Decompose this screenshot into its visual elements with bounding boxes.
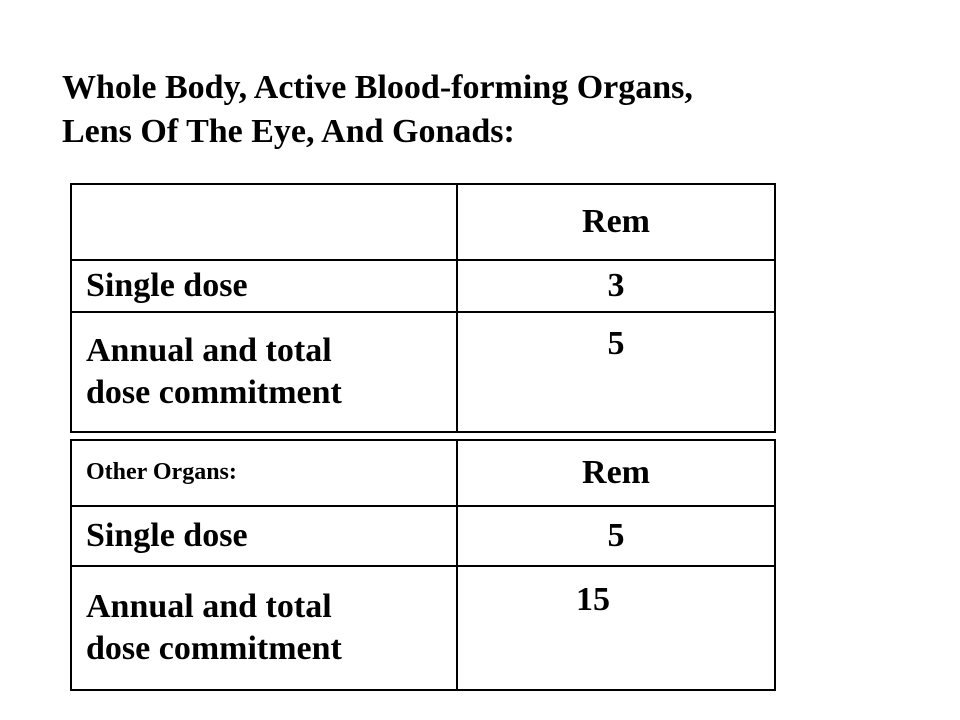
row-label-line-2: dose commitment bbox=[86, 630, 342, 667]
row-label-cell bbox=[71, 506, 457, 566]
row-label-line-1: Annual and total bbox=[86, 588, 332, 625]
row-label-line-1: Single dose bbox=[86, 267, 248, 304]
row-label-line-1: Single dose bbox=[86, 517, 248, 554]
row-label-line-2: dose commitment bbox=[86, 374, 342, 411]
header-unit-cell: Rem bbox=[457, 184, 775, 260]
header-unit-cell: Rem bbox=[457, 440, 775, 506]
table-header-row bbox=[71, 184, 775, 260]
row-value-cell: 3 bbox=[457, 260, 775, 312]
header-label-cell: Other Organs: bbox=[71, 440, 457, 506]
row-label-cell bbox=[71, 312, 457, 432]
row-value-cell: 15 bbox=[457, 566, 775, 690]
table-row bbox=[71, 506, 775, 566]
row-label-cell bbox=[71, 260, 457, 312]
page-heading bbox=[62, 66, 922, 154]
dose-limits-table-whole-body bbox=[70, 183, 776, 433]
dose-limits-table-other-organs bbox=[70, 439, 776, 691]
heading-line-1: Whole Body, Active Blood-forming Organs, bbox=[62, 69, 693, 106]
table-row bbox=[71, 312, 775, 432]
row-label-cell bbox=[71, 566, 457, 690]
header-label-cell bbox=[71, 184, 457, 260]
table-header-row bbox=[71, 440, 775, 506]
row-value-cell: 5 bbox=[457, 312, 775, 432]
table-row bbox=[71, 260, 775, 312]
table-row bbox=[71, 566, 775, 690]
row-value-cell: 5 bbox=[457, 506, 775, 566]
heading-line-2: Lens Of The Eye, And Gonads: bbox=[62, 113, 515, 150]
row-label-line-1: Annual and total bbox=[86, 332, 332, 369]
